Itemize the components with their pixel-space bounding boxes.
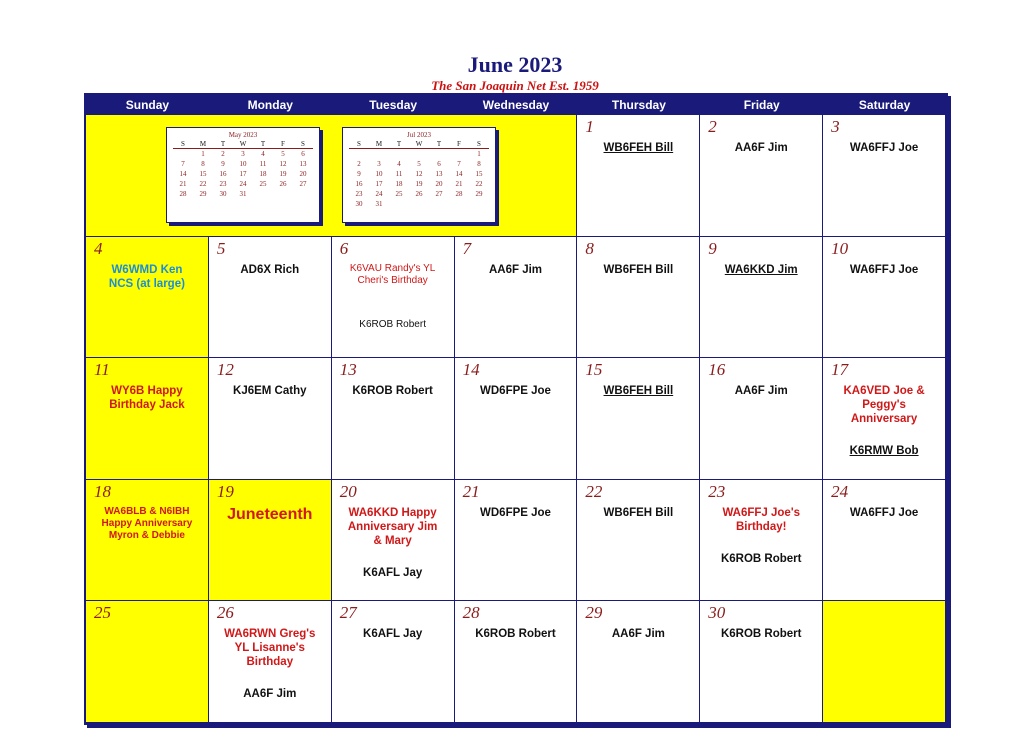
mini-day: 31: [375, 200, 383, 208]
event-text: AA6F Jim: [488, 263, 543, 276]
day-number: 17: [831, 360, 849, 380]
mini-day: 11: [259, 160, 267, 168]
mini-day: 26: [415, 190, 423, 198]
day-cell-18: [86, 480, 209, 602]
day-cell-25: [86, 601, 209, 723]
day-number: 21: [462, 481, 480, 501]
mini-calendar-title: Jul 2023: [407, 131, 431, 139]
mini-day: [449, 149, 469, 160]
event-text: WA6RWN Greg's: [224, 628, 316, 641]
mini-dow: S: [293, 139, 313, 149]
mini-day: 23: [219, 180, 227, 188]
day-cell-7: [455, 237, 578, 359]
weekday-sunday: Sunday: [125, 98, 170, 112]
day-cell-26: [209, 601, 332, 723]
mini-day: [449, 199, 469, 209]
mini-day: 4: [261, 150, 265, 158]
mini-dow: T: [389, 139, 409, 149]
mini-dow: T: [213, 139, 233, 149]
mini-day: 21: [179, 180, 187, 188]
mini-day: 17: [375, 180, 383, 188]
mini-day: 7: [457, 160, 461, 168]
event-text: WD6FPE Joe: [480, 506, 551, 519]
day-cell-2: [700, 115, 823, 237]
weekday-header: [86, 95, 946, 115]
event-text: WA6BLB & N6IBH: [104, 505, 190, 517]
mini-day: 6: [301, 150, 305, 158]
mini-day: 29: [199, 190, 207, 198]
day-number: 5: [216, 238, 226, 258]
weekday-monday: Monday: [247, 98, 293, 112]
mini-day: [349, 149, 369, 160]
mini-day: 22: [199, 180, 207, 188]
event-text: AA6F Jim: [734, 142, 788, 154]
day-cell-4: [86, 237, 209, 359]
mini-day: 23: [355, 190, 363, 198]
weekday-tuesday: Tuesday: [369, 98, 418, 112]
mini-day: 19: [279, 170, 287, 178]
event-text: Peggy's: [862, 399, 906, 412]
day-number: 18: [94, 481, 111, 501]
day-cell-3: [823, 115, 946, 237]
mini-day: 2: [357, 160, 361, 168]
mini-day: [429, 149, 449, 160]
day-cell-16: [700, 358, 823, 480]
day-cell-28: [455, 601, 578, 723]
day-cell-15: [577, 358, 700, 480]
mini-day: 22: [475, 180, 483, 188]
day-number: 6: [339, 238, 349, 258]
event-text: Myron & Debbie: [108, 529, 185, 541]
event-text: WB6FEH Bill: [603, 506, 674, 519]
mini-day: 25: [395, 190, 403, 198]
mini-day: [253, 189, 273, 199]
day-cell-5: [209, 237, 332, 359]
mini-day: 8: [201, 160, 205, 168]
event-text: Juneteenth: [227, 505, 313, 523]
mini-day: 6: [437, 160, 441, 168]
mini-dow: S: [469, 139, 489, 149]
mini-day: [293, 189, 313, 199]
event-text: AA6F Jim: [734, 385, 788, 398]
day-number: 16: [708, 360, 726, 380]
mini-day: 25: [259, 180, 267, 188]
day-cell-1: [577, 115, 700, 237]
mini-day: 1: [477, 150, 481, 158]
event-text: AA6F Jim: [243, 688, 297, 701]
mini-day: 30: [219, 190, 227, 198]
mini-calendar-title: May 2023: [228, 131, 258, 139]
day-cell-12: [209, 358, 332, 480]
event-text: K6ROB Robert: [359, 318, 426, 330]
day-number: 1: [585, 117, 594, 136]
mini-day: 10: [239, 160, 247, 168]
mini-day: [389, 199, 409, 209]
mini-day: 12: [415, 170, 423, 178]
mini-day: 13: [435, 170, 443, 178]
mini-day: 24: [375, 190, 383, 198]
day-number: 10: [831, 238, 849, 258]
day-cell-29: [577, 601, 700, 723]
event-text: W6WMD Ken: [111, 263, 183, 276]
mini-day: 16: [219, 170, 227, 178]
event-text: Anniversary Jim: [347, 520, 438, 533]
mini-dow: T: [429, 139, 449, 149]
event-text: WA6FFJ Joe's: [722, 506, 800, 519]
mini-dow: W: [233, 139, 253, 149]
mini-day: 27: [435, 190, 443, 198]
event-text: WA6FFJ Joe: [849, 142, 919, 154]
day-cell-20: [332, 480, 455, 602]
mini-day: [409, 149, 429, 160]
mini-day: 15: [199, 170, 207, 178]
event-text: WA6KKD Jim: [724, 263, 798, 276]
mini-day: [173, 149, 193, 160]
day-cell-11: [86, 358, 209, 480]
mini-day: [273, 189, 293, 199]
mini-calendar-may: [166, 127, 320, 223]
mini-day: [469, 199, 489, 209]
mini-day: 20: [435, 180, 443, 188]
event-text: NCS (at large): [108, 277, 185, 290]
mini-day: 10: [375, 170, 383, 178]
day-number: 28: [462, 603, 480, 623]
event-text: KA6VED Joe &: [843, 385, 925, 398]
day-number: 20: [339, 481, 357, 501]
mini-day: 18: [395, 180, 403, 188]
day-number: 8: [585, 238, 594, 258]
mini-day: [409, 199, 429, 209]
day-cell-10: [823, 237, 946, 359]
mini-day: [389, 149, 409, 160]
mini-dow: W: [409, 139, 429, 149]
day-number: 24: [831, 481, 849, 501]
weekday-thursday: Thursday: [611, 98, 666, 112]
mini-day: 3: [241, 150, 245, 158]
day-number: 26: [216, 603, 234, 623]
mini-day: 11: [395, 170, 403, 178]
day-cell-22: [577, 480, 700, 602]
mini-day: 31: [239, 190, 247, 198]
event-text: K6ROB Robert: [475, 628, 556, 641]
mini-day: 15: [475, 170, 483, 178]
mini-day: 4: [397, 160, 401, 168]
day-number: 3: [831, 117, 840, 136]
weekday-wednesday: Wednesday: [482, 98, 550, 112]
day-number: 27: [339, 603, 357, 623]
event-text: YL Lisanne's: [234, 642, 305, 655]
mini-dow: M: [193, 139, 213, 149]
event-text: Happy Anniversary: [101, 517, 193, 529]
mini-calendar-area: [86, 115, 577, 237]
event-text: Cheri's Birthday: [357, 274, 428, 286]
event-text: & Mary: [373, 534, 412, 547]
event-text: K6AFL Jay: [363, 628, 423, 641]
event-text: K6VAU Randy's YL: [349, 262, 436, 274]
day-cell-17: [823, 358, 946, 480]
page-title: June 2023: [467, 52, 563, 77]
mini-day: 21: [455, 180, 463, 188]
mini-day: 8: [477, 160, 481, 168]
day-cell-30: [700, 601, 823, 723]
mini-day: 7: [181, 160, 185, 168]
event-text: Anniversary: [850, 413, 918, 426]
event-text: WB6FEH Bill: [603, 385, 674, 398]
day-cell-21: [455, 480, 578, 602]
mini-day: 1: [201, 150, 205, 158]
mini-day: 24: [239, 180, 247, 188]
mini-day: 5: [281, 150, 285, 158]
day-number: 2: [708, 117, 717, 136]
day-cell-13: [332, 358, 455, 480]
mini-calendar-table: [173, 139, 313, 199]
day-number: 30: [708, 603, 726, 623]
mini-day: 28: [179, 190, 187, 198]
mini-dow: S: [173, 139, 193, 149]
day-cell-6: [332, 237, 455, 359]
mini-day: 14: [179, 170, 187, 178]
day-cell-14: [455, 358, 578, 480]
day-cell-8: [577, 237, 700, 359]
event-text: Birthday!: [735, 520, 787, 533]
weekday-saturday: Saturday: [858, 98, 911, 112]
mini-day: 13: [299, 160, 307, 168]
mini-dow: S: [349, 139, 369, 149]
mini-day: 3: [377, 160, 381, 168]
empty-cell: [823, 601, 946, 723]
mini-day: 12: [279, 160, 287, 168]
mini-day: 19: [415, 180, 423, 188]
mini-day: 20: [299, 170, 307, 178]
event-text: WB6FEH Bill: [603, 142, 674, 154]
event-text: K6ROB Robert: [720, 628, 802, 641]
event-text: WA6FFJ Joe: [849, 506, 919, 519]
mini-day: 9: [221, 160, 225, 168]
event-text: K6RMW Bob: [849, 445, 919, 458]
event-text: WD6FPE Joe: [480, 385, 551, 398]
event-text: Birthday: [246, 656, 294, 669]
mini-day: [429, 199, 449, 209]
mini-dow: F: [273, 139, 293, 149]
day-number: 11: [94, 360, 110, 380]
day-cell-27: [332, 601, 455, 723]
mini-day: 2: [221, 150, 225, 158]
day-number: 9: [708, 238, 717, 258]
day-number: 12: [216, 360, 234, 380]
mini-dow: M: [369, 139, 389, 149]
mini-day: 16: [355, 180, 363, 188]
weekday-friday: Friday: [743, 98, 780, 112]
calendar-grid: [86, 115, 946, 723]
event-text: K6AFL Jay: [363, 566, 423, 579]
day-cell-24: [823, 480, 946, 602]
day-number: 29: [585, 603, 603, 623]
mini-dow: F: [449, 139, 469, 149]
event-text: KJ6EM Cathy: [233, 385, 307, 398]
day-number: 4: [94, 238, 103, 258]
day-number: 19: [216, 481, 234, 501]
mini-day: 29: [475, 190, 483, 198]
day-number: 13: [339, 360, 357, 380]
event-text: WB6FEH Bill: [603, 263, 674, 276]
day-number: 15: [585, 360, 603, 380]
mini-day: 9: [357, 170, 361, 178]
event-text: AA6F Jim: [611, 628, 665, 641]
event-text: K6ROB Robert: [352, 385, 433, 398]
day-number: 22: [585, 481, 603, 501]
day-number: 7: [462, 238, 472, 258]
day-number: 25: [94, 603, 111, 623]
mini-day: 28: [455, 190, 463, 198]
mini-calendar-table: [349, 139, 489, 209]
mini-day: 14: [455, 170, 463, 178]
day-cell-19: [209, 480, 332, 602]
mini-day: 18: [259, 170, 267, 178]
mini-day: [369, 149, 389, 160]
page-subtitle: The San Joaquin Net Est. 1959: [431, 78, 599, 93]
mini-day: 27: [299, 180, 307, 188]
mini-day: 26: [279, 180, 287, 188]
day-number: 14: [462, 360, 480, 380]
event-text: WA6FFJ Joe: [849, 263, 919, 276]
mini-day: 5: [417, 160, 421, 168]
mini-calendar-jul: [342, 127, 496, 223]
calendar: [84, 93, 948, 725]
event-text: WA6KKD Happy: [348, 506, 437, 519]
event-text: Birthday Jack: [109, 399, 185, 412]
day-number: 23: [708, 481, 726, 501]
event-text: AD6X Rich: [240, 263, 300, 276]
mini-day: 17: [239, 170, 247, 178]
day-cell-9: [700, 237, 823, 359]
mini-dow: T: [253, 139, 273, 149]
mini-day: 30: [355, 200, 363, 208]
event-text: K6ROB Robert: [720, 552, 802, 565]
event-text: WY6B Happy: [111, 385, 183, 398]
day-cell-23: [700, 480, 823, 602]
